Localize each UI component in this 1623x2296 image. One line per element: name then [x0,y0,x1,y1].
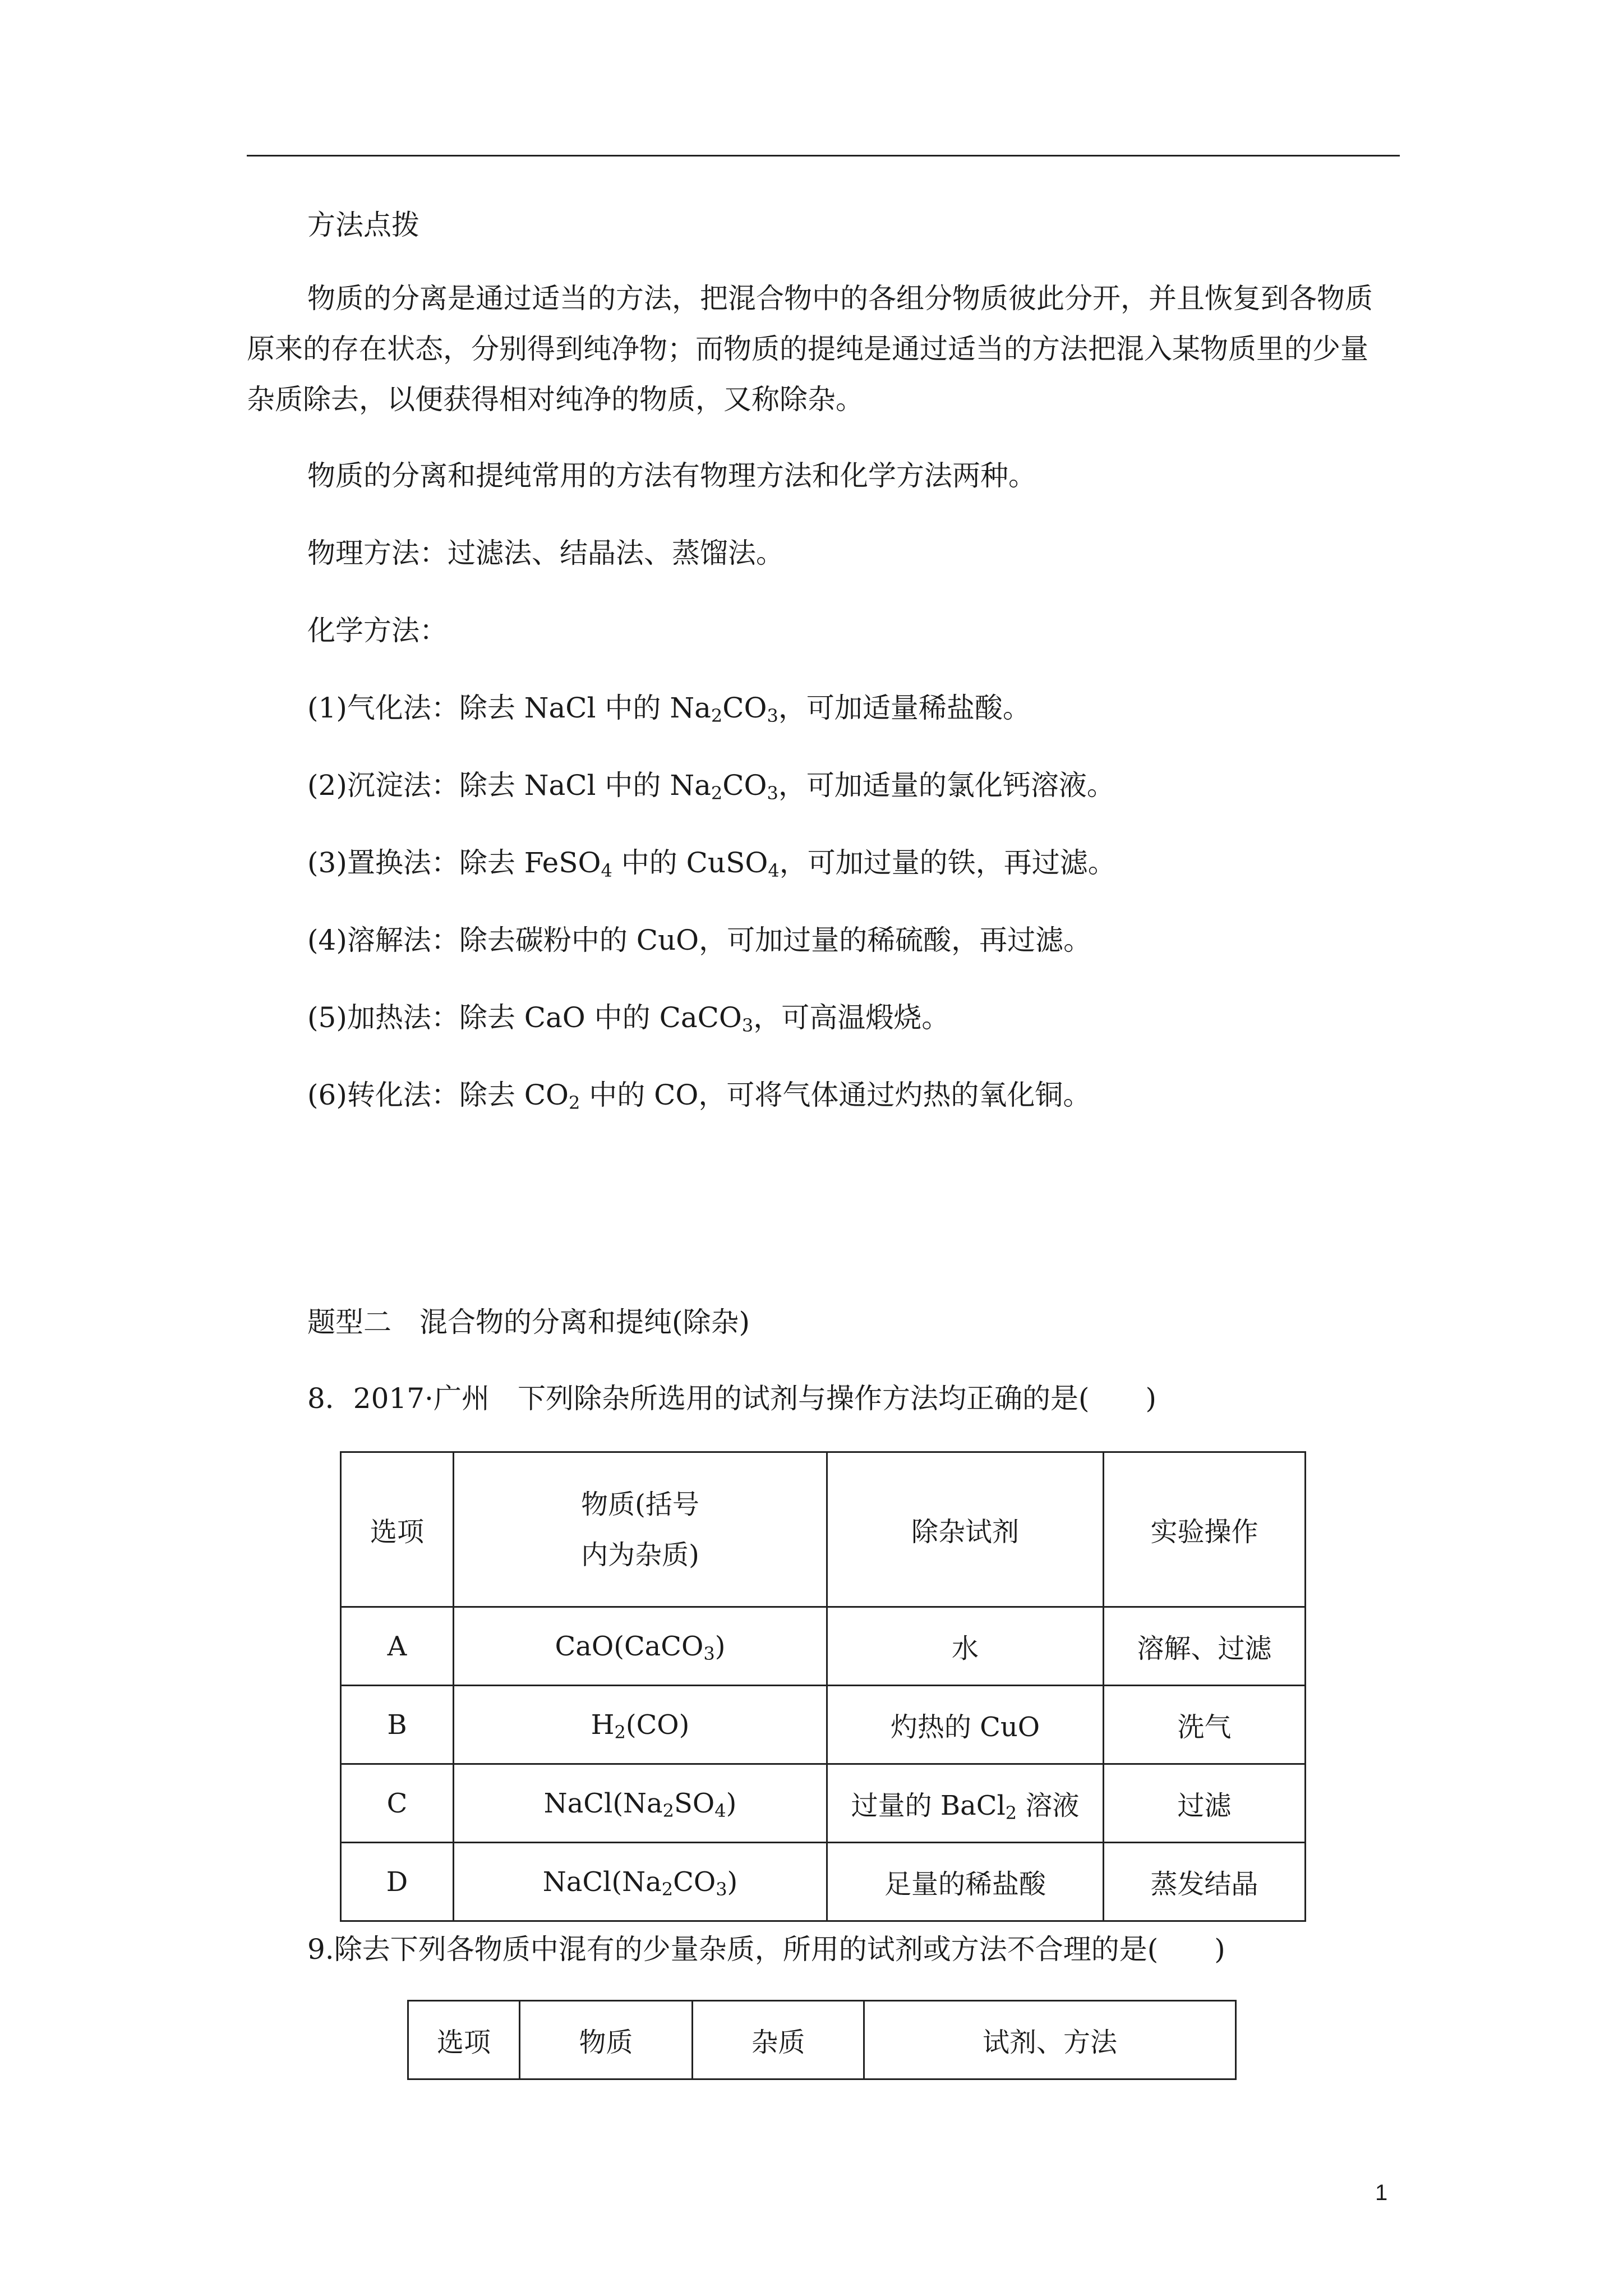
header-impurity: 杂质 [693,2001,864,2079]
method-3: (3)置换法：除去 FeSO$_4$ 中的 CuSO$_4$，可加过量的铁，再过滤。 [307,846,1116,881]
page-number: 1 [1375,2180,1388,2205]
table-row: B $H_2(CO)$ 灼热的 CuO 洗气 [341,1686,1306,1764]
method-5: (5)加热法：除去 CaO 中的 CaCO$_3$，可高温煅烧。 [307,1001,950,1036]
method-4: (4)溶解法：除去碳粉中的 CuO，可加过量的稀硫酸，再过滤。 [307,924,1092,956]
question-9: 9.除去下列各物质中混有的少量杂质，所用的试剂或方法不合理的是( ) [307,1933,1225,1966]
paragraph-1 [247,273,1400,425]
header-reagent: 除杂试剂 [827,1452,1104,1607]
question-9-table [407,2000,1237,2080]
header-reagent-method: 试剂、方法 [864,2001,1236,2079]
method-2: (2)沉淀法：除去 NaCl 中的 $Na_2CO_3$，可加适量的氯化钙溶液。 [307,769,1115,804]
physical-methods: 物理方法：过滤法、结晶法、蒸馏法。 [307,537,784,569]
table-row: A CaO(CaCO$_3$) 水 溶解、过滤 [341,1607,1306,1686]
paragraph-1-line-1: 物质的分离是通过适当的方法，把混合物中的各组分物质彼此分开，并且恢复到各物质 [307,282,1373,315]
question-8-table [340,1451,1306,1922]
table-row: D $NaCl(Na_2CO_3)$ 足量的稀盐酸 蒸发结晶 [341,1843,1306,1921]
paragraph-1-line-2: 原来的存在状态，分别得到纯净物；而物质的提纯是通过适当的方法把混入某物质里的少量 [247,333,1368,365]
section-title: 方法点拨 [307,209,419,241]
method-1: (1)气化法：除去 NaCl 中的 $Na_2CO_3$，可加适量稀盐酸。 [307,692,1031,726]
header-operation: 实验操作 [1104,1452,1306,1607]
header-substance: 物质 [520,2001,693,2079]
topic-title: 题型二 混合物的分离和提纯(除杂) [307,1306,750,1338]
header-rule [247,155,1400,157]
question-8: 8．2017·广州 下列除杂所选用的试剂与操作方法均正确的是( ) [307,1382,1156,1415]
header-option: 选项 [341,1452,454,1607]
chemical-methods-title: 化学方法： [307,614,448,647]
table-row: C $NaCl(Na_2SO_4)$ 过量的 BaCl$_2$ 溶液 过滤 [341,1764,1306,1843]
header-substance: 物质(括号 内为杂质) [454,1452,827,1607]
method-6: (6)转化法：除去 $CO_2$ 中的 CO，可将气体通过灼热的氧化铜。 [307,1079,1091,1114]
header-option: 选项 [408,2001,520,2079]
paragraph-2: 物质的分离和提纯常用的方法有物理方法和化学方法两种。 [307,459,1036,492]
paragraph-1-line-3: 杂质除去，以便获得相对纯净的物质，又称除杂。 [247,383,864,416]
